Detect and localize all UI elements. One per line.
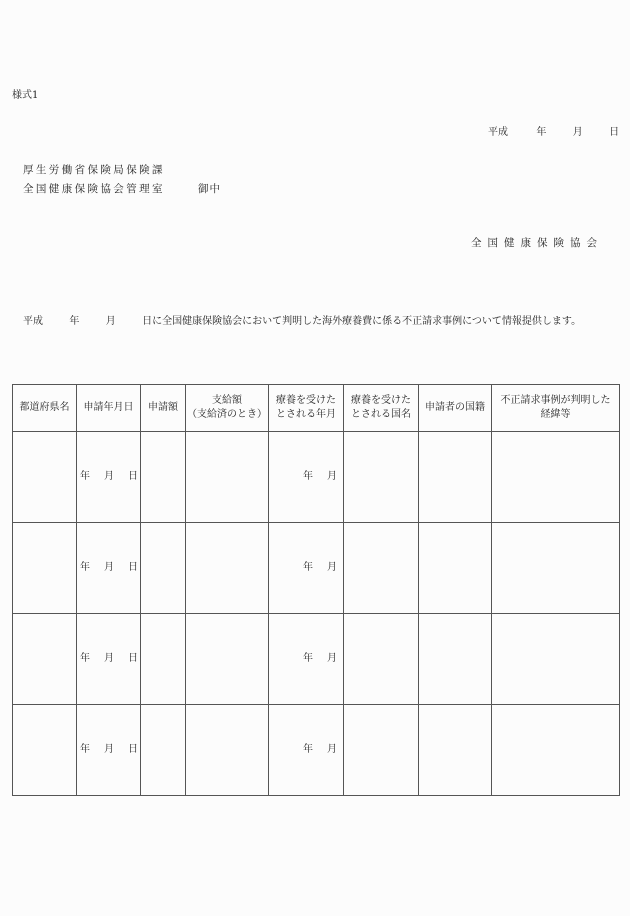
table-row xyxy=(13,432,620,523)
body-sentence: 日に全国健康保険協会において判明した海外療養費に係る不正請求事例について情報提供します。 xyxy=(142,316,582,327)
cell-nationality[interactable] xyxy=(419,614,492,705)
header-treatment-country: 療養を受けた とされる国名 xyxy=(344,385,419,432)
cell-treatment-period[interactable]: 年 月 xyxy=(269,614,344,705)
cell-treatment-country[interactable] xyxy=(344,614,419,705)
cell-details[interactable] xyxy=(492,432,620,523)
cell-nationality[interactable] xyxy=(419,432,492,523)
cell-claim-amount[interactable] xyxy=(141,614,186,705)
body-month: 月 xyxy=(105,316,116,327)
sender-name: 全国健康保険協会 xyxy=(471,237,603,249)
cell-prefecture[interactable] xyxy=(13,614,77,705)
cell-treatment-period[interactable]: 年 月 xyxy=(269,432,344,523)
cell-treatment-country[interactable] xyxy=(344,705,419,796)
form-label: 様式1 xyxy=(12,90,39,101)
cell-treatment-period[interactable]: 年 月 xyxy=(269,523,344,614)
date-year: 年 xyxy=(536,127,547,138)
header-treatment-period: 療養を受けた とされる年月 xyxy=(269,385,344,432)
cell-prefecture[interactable] xyxy=(13,523,77,614)
cell-details[interactable] xyxy=(492,705,620,796)
table-header-row xyxy=(13,385,620,432)
cell-nationality[interactable] xyxy=(419,523,492,614)
cell-claim-amount[interactable] xyxy=(141,705,186,796)
date-month: 月 xyxy=(572,127,583,138)
date-day: 日 xyxy=(609,127,620,138)
header-nationality: 申請者の国籍 xyxy=(419,385,492,432)
cell-application-date[interactable]: 年 月 日 xyxy=(77,523,141,614)
cell-details[interactable] xyxy=(492,614,620,705)
cell-claim-amount[interactable] xyxy=(141,432,186,523)
addressee-line-2: 全国健康保険協会管理室 xyxy=(23,183,165,195)
cell-paid-amount[interactable] xyxy=(186,705,269,796)
cell-treatment-country[interactable] xyxy=(344,523,419,614)
header-paid-amount: 支給額 （支給済のとき） xyxy=(186,385,269,432)
table-row xyxy=(13,614,620,705)
cell-application-date[interactable]: 年 月 日 xyxy=(77,705,141,796)
cell-application-date[interactable]: 年 月 日 xyxy=(77,614,141,705)
cell-treatment-period[interactable]: 年 月 xyxy=(269,705,344,796)
document-date xyxy=(488,123,619,138)
header-application-date: 申請年月日 xyxy=(77,385,141,432)
addressee-honorific: 御中 xyxy=(198,183,221,195)
header-details: 不正請求事例が判明した 経緯等 xyxy=(492,385,620,432)
body-era: 平成 xyxy=(23,316,43,327)
cell-application-date[interactable]: 年 月 日 xyxy=(77,432,141,523)
addressee-line-1: 厚生労働省保険局保険課 xyxy=(23,164,165,176)
header-prefecture: 都道府県名 xyxy=(13,385,77,432)
cell-paid-amount[interactable] xyxy=(186,432,269,523)
fraud-report-table xyxy=(12,384,620,796)
cell-paid-amount[interactable] xyxy=(186,614,269,705)
table-row xyxy=(13,523,620,614)
header-claim-amount: 申請額 xyxy=(141,385,186,432)
cell-prefecture[interactable] xyxy=(13,432,77,523)
cell-nationality[interactable] xyxy=(419,705,492,796)
cell-prefecture[interactable] xyxy=(13,705,77,796)
body-year: 年 xyxy=(69,316,80,327)
table-row xyxy=(13,705,620,796)
body-text xyxy=(23,312,581,327)
cell-claim-amount[interactable] xyxy=(141,523,186,614)
cell-paid-amount[interactable] xyxy=(186,523,269,614)
cell-details[interactable] xyxy=(492,523,620,614)
date-era: 平成 xyxy=(488,127,508,138)
cell-treatment-country[interactable] xyxy=(344,432,419,523)
